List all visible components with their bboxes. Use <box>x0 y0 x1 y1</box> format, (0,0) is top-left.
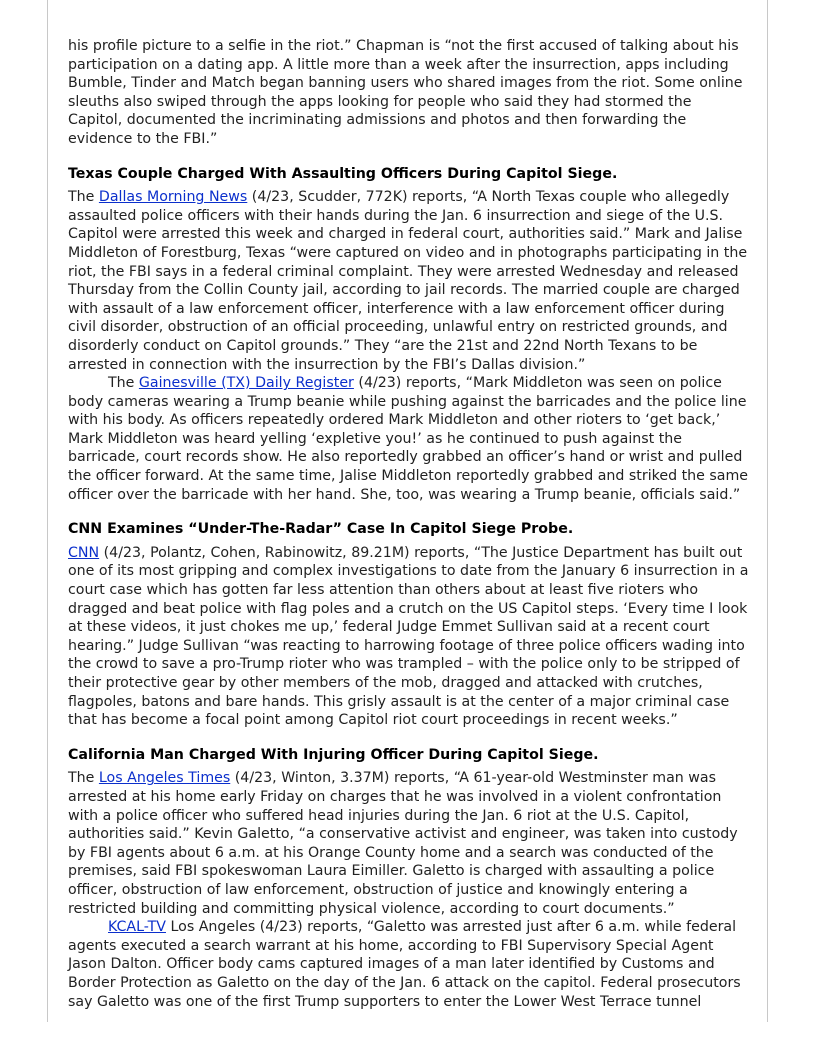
source-link-cnn[interactable]: CNN <box>68 544 100 561</box>
article-paragraph: KCAL-TV Los Angeles (4/23) reports, “Galetto was arrested just after 6 a.m. while federal agents executed a search warrant at his home, according to FBI Supervisory Special Agent Jason Dalton. Officer body cams captured images of a man later identified by Customs and Border Protection as Galetto on the day of the Jan. 6 attack on the capitol. Federal prosecutors say Galetto was one of the first Trump supporters to enter the Lower West Terrace tunnel <box>68 919 741 1010</box>
article-paragraph: The Gainesville (TX) Daily Register (4/23) reports, “Mark Middleton was seen on police body cameras wearing a Trump beanie while pushing against the barricades and the police line with his body. As officers repeatedly ordered Mark Middleton and other rioters to ‘get back,’ Mark Middleton was heard yelling ‘expletive you!’ as he continued to push against the barricade, court records show. He also reportedly grabbed an officer’s hand or wrist and pulled the officer forward. At the same time, Jalise Middleton reportedly grabbed and striked the same officer over the barricade with her hand. She, too, was wearing a Trump beanie, officials said.” <box>68 375 749 503</box>
source-link-gainesville-daily-register[interactable]: Gainesville (TX) Daily Register <box>138 375 354 392</box>
document-body <box>68 37 750 1011</box>
source-link-kcal-tv[interactable]: KCAL-TV <box>108 919 166 936</box>
article-paragraph: The Dallas Morning News (4/23, Scudder, 772K) reports, “A North Texas couple who allegedly assaulted police officers with their hands during the Jan. 6 insurrection and siege of the U.S. Capitol were arrested this week and charged in federal court, authorities said.” Mark and Jalise Middleton of Forestburg, Texas “were captured on video and in photographs participating in the riot, the FBI says in a federal criminal complaint. They were arrested Wednesday and released Thursday from the Collin County jail, according to jail records. The married couple are charged with assault of a law enforcement officer, interference with a law enforcement officer during civil disorder, obstruction of an official proceeding, unlawful entry on restricted grounds, and disorderly conduct on Capitol grounds.” They “are the 21st and 22nd North Texans to be arrested in connection with the insurrection by the FBI’s Dallas division.” <box>68 189 748 373</box>
source-link-dallas-morning-news[interactable]: Dallas Morning News <box>98 189 248 206</box>
article-paragraph: The Los Angeles Times (4/23, Winton, 3.37M) reports, “A 61-year-old Westminster man was arrested at his home early Friday on charges that he was involved in a violent confrontation with a police officer who suffered head injuries during the Jan. 6 riot at the U.S. Capitol, authorities said.” Kevin Galetto, “a conservative activist and engineer, was taken into custody by FBI agents about 6 a.m. at his Orange County home and a search was conducted of the premises, said FBI spokeswoman Laura Eimiller. Galetto is charged with assaulting a police officer, obstruction of law enforcement, obstruction of justice and knowingly entering a restricted building and committing physical violence, according to court documents.” <box>68 770 738 917</box>
headline-texas-couple: Texas Couple Charged With Assaulting Officers During Capitol Siege. <box>68 165 618 182</box>
source-link-los-angeles-times[interactable]: Los Angeles Times <box>98 770 231 787</box>
headline-california-man: California Man Charged With Injuring Officer During Capitol Siege. <box>68 746 599 763</box>
intro-paragraph: his profile picture to a selfie in the riot.” Chapman is “not the first accused of talking about his participation on a dating app. A little more than a week after the insurrection, apps including Bumble, Tinder and Match began banning users who shared images from the riot. Some online sleuths also swiped through the apps looking for people who said they had stormed the Capitol, documented the incriminating admissions and photos and then forwarding the evidence to the FBI.” <box>68 38 743 147</box>
headline-cnn-case: CNN Examines “Under-The-Radar” Case In Capitol Siege Probe. <box>68 521 574 538</box>
article-paragraph: CNN (4/23, Polantz, Cohen, Rabinowitz, 89.21M) reports, “The Justice Department has built out one of its most gripping and complex investigations to date from the January 6 insurrection in a court case which has gotten far less attention than others about at least five rioters who dragged and beat police with flag poles and a crutch on the US Capitol steps. ‘Every time I look at these videos, it just chokes me up,’ federal Judge Emmet Sullivan said at a recent court hearing.” Judge Sullivan “was reacting to harrowing footage of three police officers wading into the crowd to save a pro-Trump rioter who was trampled – with the police only to be stripped of their protective gear by other members of the mob, dragged and attacked with crutches, flagpoles, batons and bare hands. This grisly assault is at the center of a major criminal case that has become a focal point among Capitol riot court proceedings in recent weeks.” <box>68 544 749 729</box>
page-frame <box>47 0 768 1022</box>
